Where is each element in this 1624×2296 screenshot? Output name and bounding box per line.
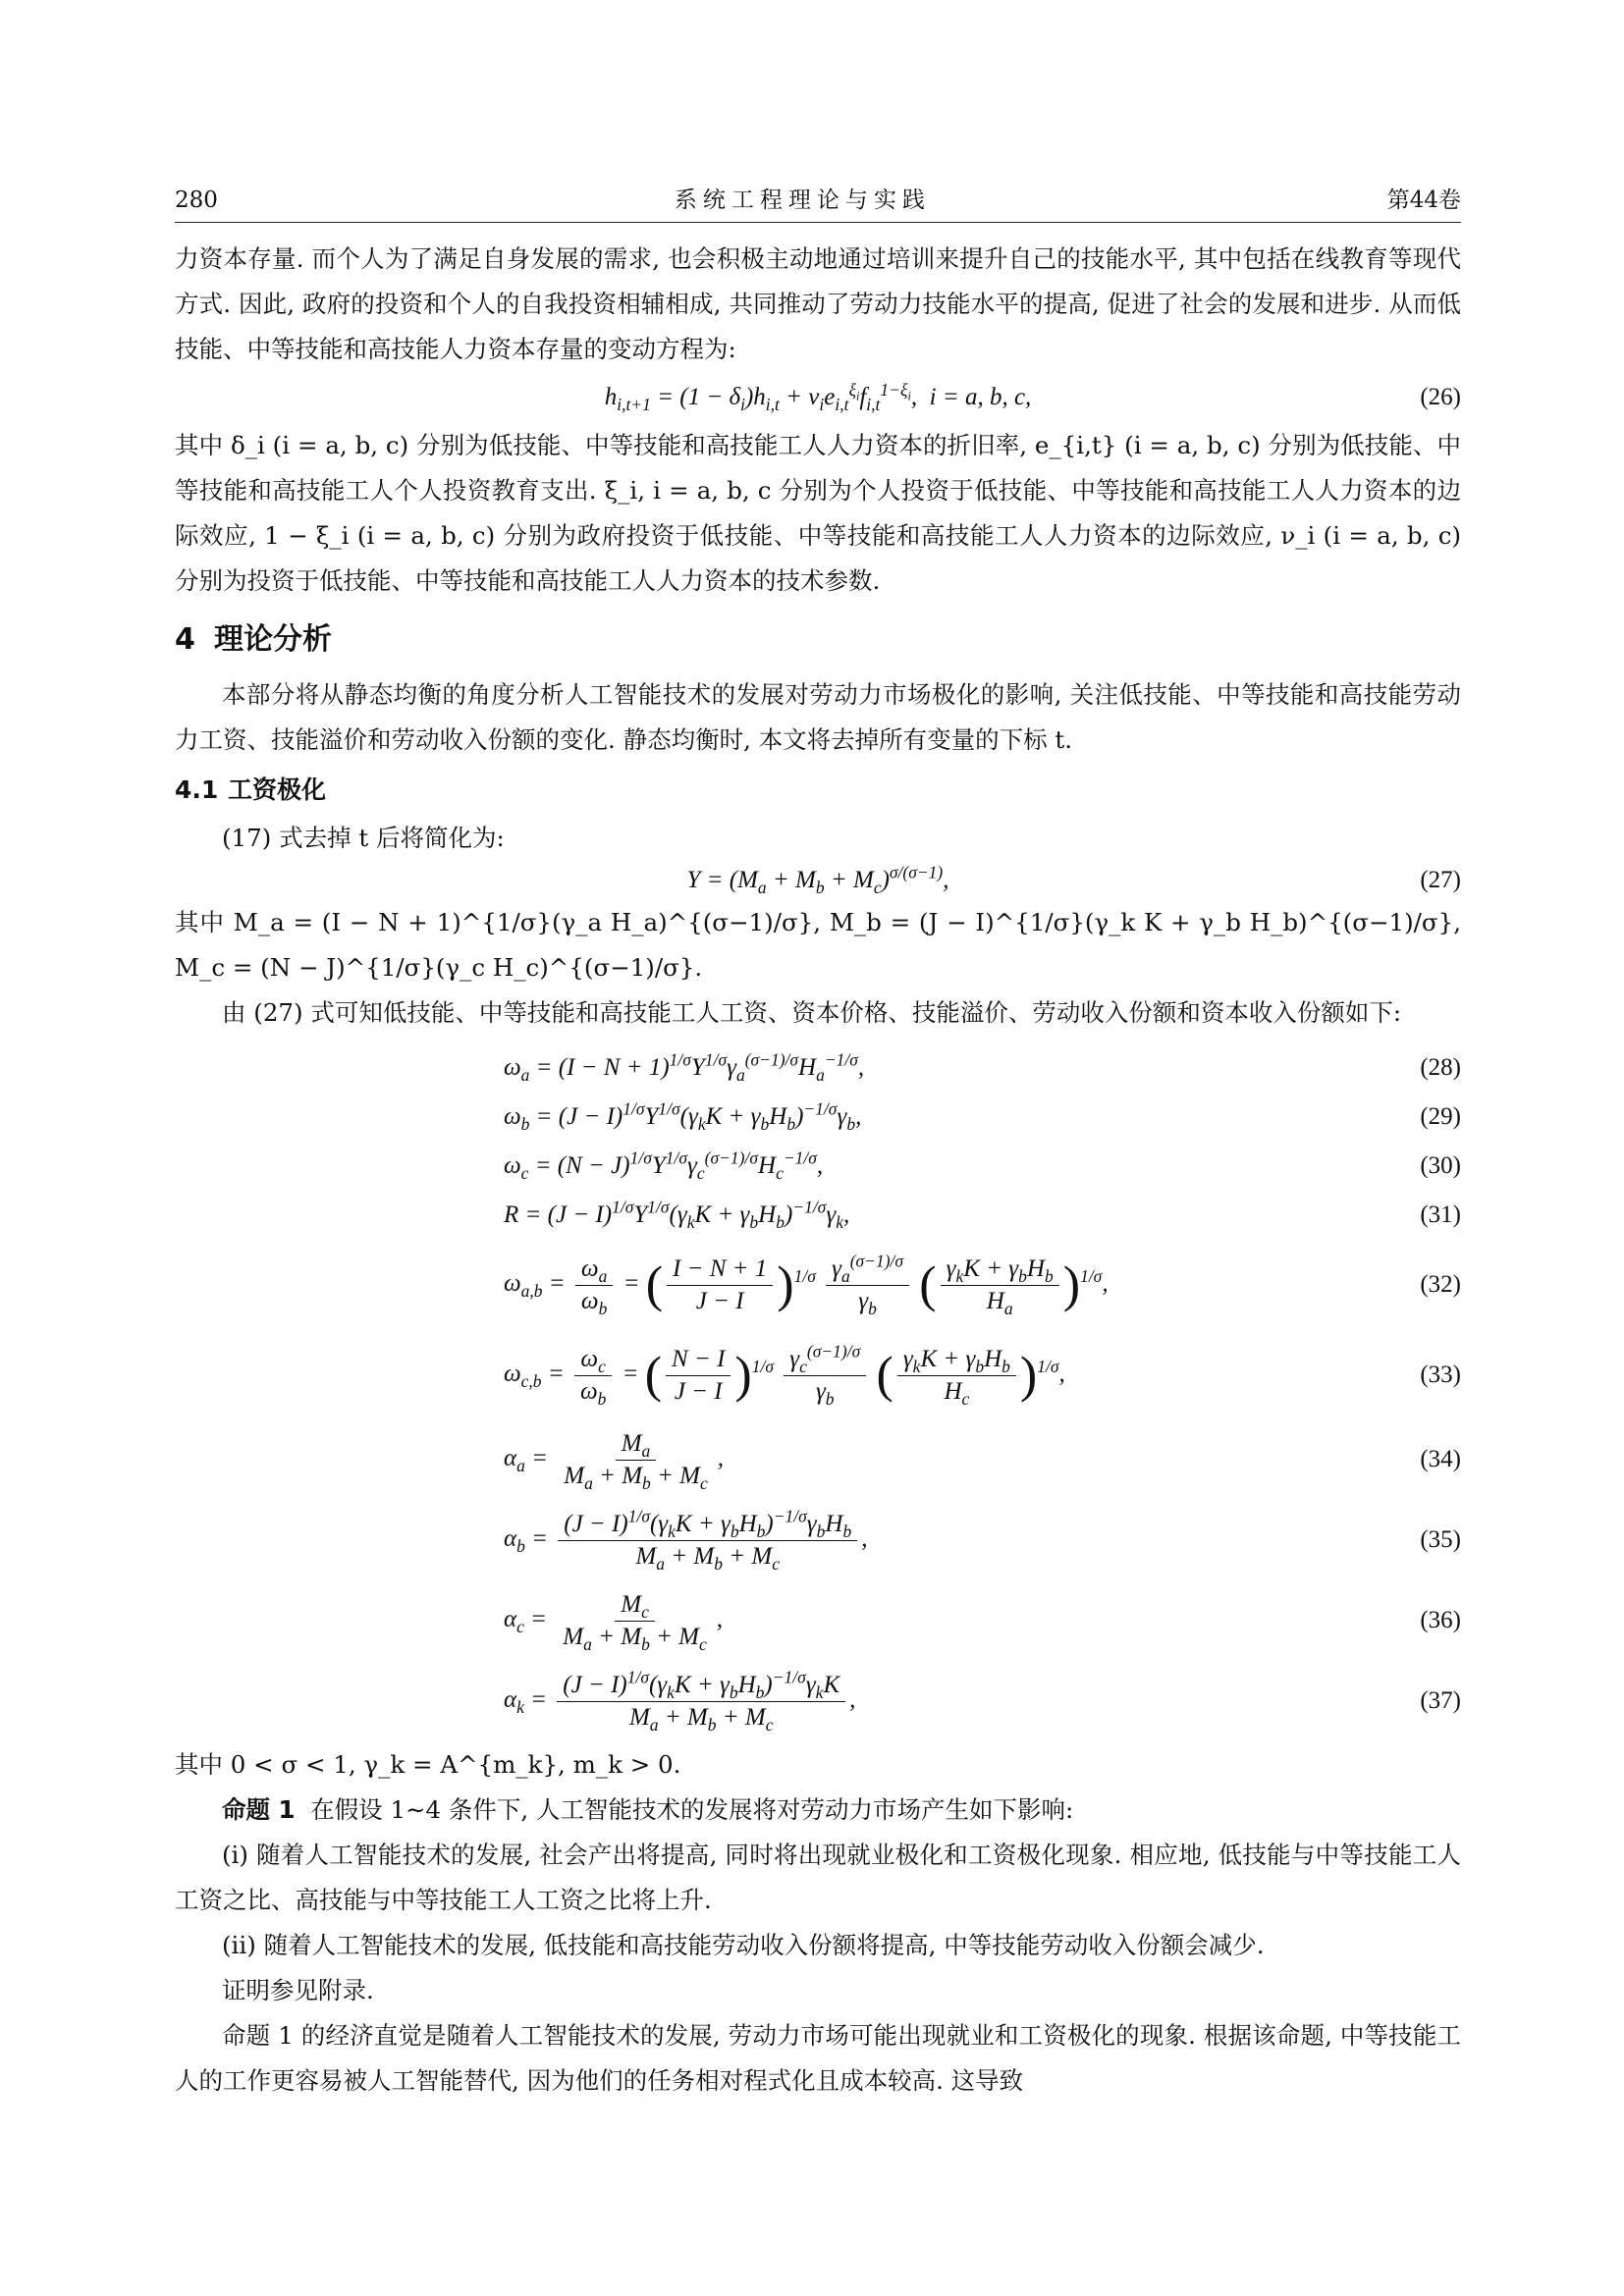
proposition-item-ii: (ii) 随着人工智能技术的发展, 低技能和高技能劳动收入份额将提高, 中等技能劳动收入份额会减少. [222, 1931, 1265, 1959]
equation-number: (28) [1420, 1054, 1461, 1081]
running-header [175, 182, 1461, 223]
equation-number: (37) [1420, 1687, 1461, 1714]
proposition-label: 命题 1 [222, 1795, 296, 1824]
section-title: 理论分析 [214, 622, 332, 657]
section-number: 4 [175, 622, 195, 657]
paragraph-simplify: (17) 式去掉 t 后将简化为: [222, 824, 505, 852]
equation-34: $\alpha_a$ = $\frac{M_a}{M_a + M_b + M_c}$ , (34) [504, 1429, 1461, 1493]
equation-number: (29) [1420, 1103, 1461, 1130]
proposition-item-i: (i) 随着人工智能技术的发展, 社会产出将提高, 同时将出现就业极化和工资极化现象. 相应地, 低技能与中等技能工人工资之比、高技能与中等技能工人工资之比将上升. [175, 1841, 1461, 1914]
page-number: 280 [175, 187, 218, 213]
equation-26: $h_{i,t+1} = (1 - \delta_i)h_{i,t} + \nu_ie_{i,t}^{\xi_i}f_{i,t}^{1-\xi_i}$, i = a, b, c, (26) [604, 379, 1461, 414]
equation-number: (36) [1420, 1607, 1461, 1633]
equation-35: $\alpha_b$ = $\frac{(J - I)^{1/\sigma}(\gamma_kK + \gamma_bH_b)^{-1/\sigma}\gamma_bH_b}{M_a + M_b + M_c}$ , (35) [504, 1506, 1461, 1574]
equation-number: (26) [1420, 384, 1461, 410]
equation-number: (34) [1420, 1446, 1461, 1472]
subsection-heading [175, 769, 1461, 812]
paper-page [175, 182, 1461, 2104]
equation-number: (27) [1420, 867, 1461, 893]
paragraph-capital-stock: 力资本存量. 而个人为了满足自身发展的需求, 也会积极主动地通过培训来提升自己的技能水平, 其中包括在线教育等现代方式. 因此, 政府的投资和个人的自我投资相辅相成, 共同推动了劳动力技能水平的提高, 促进了社会的发展和进步. 从而低技能、中等技能和高技能人力资本存量的变动方程为: [175, 244, 1461, 363]
equation-number: (32) [1420, 1271, 1461, 1298]
equation-33: $\omega_{c,b}$ = $\frac{\omega_c}{\omega_b}$ = ( $\frac{N - I}{J - I}$ )$^{1/\sigma}$ $\frac{\gamma_c^{(\sigma-1)/\sigma}}{\gamma_b}$ ( $\frac{\gamma_kK + \gamma_bH_b}{H_c}$ )$^{1/\sigma}$, (33) [504, 1341, 1461, 1409]
proposition-text: 在假设 1∼4 条件下, 人工智能技术的发展将对劳动力市场产生如下影响: [310, 1795, 1074, 1824]
equation-31: $R = (J - I)^{1/\sigma}Y^{1/\sigma}(\gamma_kK + \gamma_bH_b)^{-1/\sigma}\gamma_k$, (31) [504, 1197, 1461, 1232]
volume-label: 第44卷 [1386, 187, 1461, 213]
subsection-title: 工资极化 [228, 775, 327, 804]
proof-reference: 证明参见附录. [222, 1976, 374, 2004]
equation-29: $\omega_b = (J - I)^{1/\sigma}Y^{1/\sigma}(\gamma_kK + \gamma_bH_b)^{-1/\sigma}\gamma_b$, (29) [504, 1098, 1461, 1134]
equation-number: (33) [1420, 1362, 1461, 1388]
equation-28: $\omega_a = (I - N + 1)^{1/\sigma}Y^{1/\sigma}\gamma_a^{(\sigma-1)/\sigma}H_a^{-1/\sigma}$, (28) [504, 1049, 1461, 1085]
equation-number: (31) [1420, 1201, 1461, 1228]
paragraph-m-definitions: 其中 M_a = (I − N + 1)^{1/σ}(γ_a H_a)^{(σ−1)/σ}, M_b = (J − I)^{1/σ}(γ_k K + γ_b H_b)^{(σ−1)/σ}, M_c = (N − J)^{1/σ}(γ_c H_c)^{(σ−1)/σ}. [175, 908, 1461, 982]
equation-27: $Y = (M_a + M_b + M_c)^{\sigma/(\sigma-1)}$, (27) [686, 862, 1461, 897]
paragraph-definitions: 其中 δ_i (i = a, b, c) 分别为低技能、中等技能和高技能工人人力资本的折旧率, e_{i,t} (i = a, b, c) 分别为低技能、中等技能和高技能工人个人投资教育支出. ξ_i, i = a, b, c 分别为个人投资于低技能、中等技能和高技能工人人力资本的边际效应, 1 − ξ_i (i = a, b, c) 分别为政府投资于低技能、中等技能和高技能工人人力资本的边际效应, ν_i (i = a, b, c) 分别为投资于低技能、中等技能和高技能工人人力资本的技术参数. [175, 431, 1461, 595]
section-heading [175, 614, 1461, 667]
paragraph-intuition: 命题 1 的经济直觉是随着人工智能技术的发展, 劳动力市场可能出现就业和工资极化的现象. 根据该命题, 中等技能工人的工作更容易被人工智能替代, 因为他们的任务相对程式化且成本较高. 这导致 [175, 2021, 1461, 2095]
proposition-1 [175, 1788, 1461, 1833]
journal-title: 系统工程理论与实践 [674, 187, 931, 213]
equation-number: (35) [1420, 1526, 1461, 1553]
subsection-number: 4.1 [175, 775, 219, 804]
paragraph-intro: 本部分将从静态均衡的角度分析人工智能技术的发展对劳动力市场极化的影响, 关注低技能、中等技能和高技能劳动力工资、技能溢价和劳动收入份额的变化. 静态均衡时, 本文将去掉所有变量的下标 t. [175, 680, 1461, 754]
paragraph-conditions: 其中 0 < σ < 1, γ_k = A^{m_k}, m_k > 0. [175, 1750, 681, 1779]
equation-36: $\alpha_c$ = $\frac{M_c}{M_a + M_b + M_c}$ , (36) [504, 1590, 1461, 1654]
equation-32: $\omega_{a,b}$ = $\frac{\omega_a}{\omega_b}$ = ( $\frac{I - N + 1}{J - I}$ )$^{1/\sigma}$ $\frac{\gamma_a^{(\sigma-1)/\sigma}}{\gamma_b}$ ( $\frac{\gamma_kK + \gamma_bH_b}{H_a}$ )$^{1/\sigma}$, (32) [504, 1251, 1461, 1318]
equation-37: $\alpha_k$ = $\frac{(J - I)^{1/\sigma}(\gamma_kK + \gamma_bH_b)^{-1/\sigma}\gamma_kK}{M_a + M_b + M_c}$ , (37) [504, 1667, 1461, 1735]
equation-number: (30) [1420, 1152, 1461, 1179]
paragraph-derivation: 由 (27) 式可知低技能、中等技能和高技能工人工资、资本价格、技能溢价、劳动收入份额和资本收入份额如下: [222, 998, 1402, 1027]
equation-30: $\omega_c = (N - J)^{1/\sigma}Y^{1/\sigma}\gamma_c^{(\sigma-1)/\sigma}H_c^{-1/\sigma}$, (30) [504, 1148, 1461, 1183]
